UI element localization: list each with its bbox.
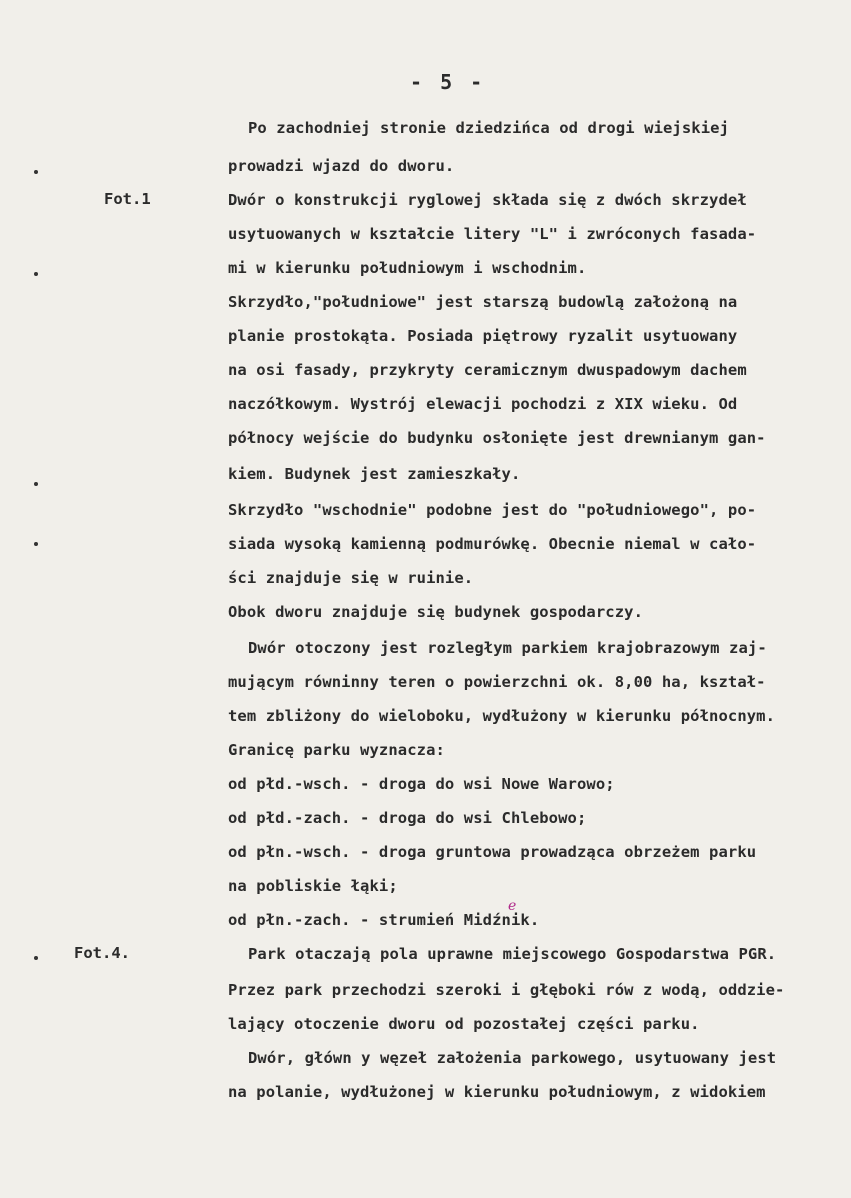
text-line: naczółkowym. Wystrój elewacji pochodzi z XIX wieku. Od (228, 395, 738, 413)
text-line: Dwór otoczony jest rozległym parkiem krajobrazowym zaj- (248, 639, 767, 657)
text-line: ści znajduje się w ruinie. (228, 569, 474, 587)
text-line: mującym równinny teren o powierzchni ok. 8,00 ha, kształ- (228, 673, 766, 691)
text-line: siada wysoką kamienną podmurówkę. Obecnie niemal w cało- (228, 535, 757, 553)
text-line: na pobliskie łąki; (228, 877, 398, 895)
text-line: kiem. Budynek jest zamieszkały. (228, 465, 521, 483)
text-line: Obok dworu znajduje się budynek gospodarczy. (228, 603, 643, 621)
text-line: tem zbliżony do wieloboku, wydłużony w kierunku północnym. (228, 707, 776, 725)
margin-dot (34, 170, 38, 174)
text-line: planie prostokąta. Posiada piętrowy ryzalit usytuowany (228, 327, 738, 345)
text-line: Po zachodniej stronie dziedzińca od drogi wiejskiej (248, 119, 730, 137)
text-line: Dwór, główn y węzeł założenia parkowego, usytuowany jest (248, 1049, 777, 1067)
text-line: usytuowanych w kształcie litery "L" i zwróconych fasada- (228, 225, 757, 243)
handwritten-correction-mark: e (508, 898, 517, 914)
text-line: północy wejście do budynku osłonięte jest drewnianym gan- (228, 429, 766, 447)
text-line: Granicę parku wyznacza: (228, 741, 445, 759)
margin-note-photo-4: Fot.4. (74, 944, 130, 962)
text-line: od płd.-wsch. - droga do wsi Nowe Warowo; (228, 775, 615, 793)
margin-note-photo-1: Fot.1 (104, 190, 151, 208)
text-line: Skrzydło "wschodnie" podobne jest do "południowego", po- (228, 501, 757, 519)
text-line: od płd.-zach. - droga do wsi Chlebowo; (228, 809, 587, 827)
margin-dot (34, 956, 38, 960)
page-number: - 5 - (410, 70, 486, 94)
margin-dot (34, 542, 38, 546)
text-line: lający otoczenie dworu od pozostałej części parku. (228, 1015, 700, 1033)
text-line: mi w kierunku południowym i wschodnim. (228, 259, 587, 277)
text-line: prowadzi wjazd do dworu. (228, 157, 455, 175)
text-line: Dwór o konstrukcji ryglowej składa się z dwóch skrzydeł (228, 191, 747, 209)
text-line: na osi fasady, przykryty ceramicznym dwuspadowym dachem (228, 361, 747, 379)
text-line: na polanie, wydłużonej w kierunku południowym, z widokiem (228, 1083, 766, 1101)
margin-dot (34, 482, 38, 486)
text-line: Skrzydło,"południowe" jest starszą budowlą założoną na (228, 293, 738, 311)
text-line: Przez park przechodzi szeroki i głęboki rów z wodą, oddzie- (228, 981, 785, 999)
margin-dot (34, 272, 38, 276)
text-line: od płn.-wsch. - droga gruntowa prowadząca obrzeżem parku (228, 843, 757, 861)
text-line: Park otaczają pola uprawne miejscowego Gospodarstwa PGR. (248, 945, 777, 963)
text-line: od płn.-zach. - strumień Midźnik. (228, 911, 540, 929)
